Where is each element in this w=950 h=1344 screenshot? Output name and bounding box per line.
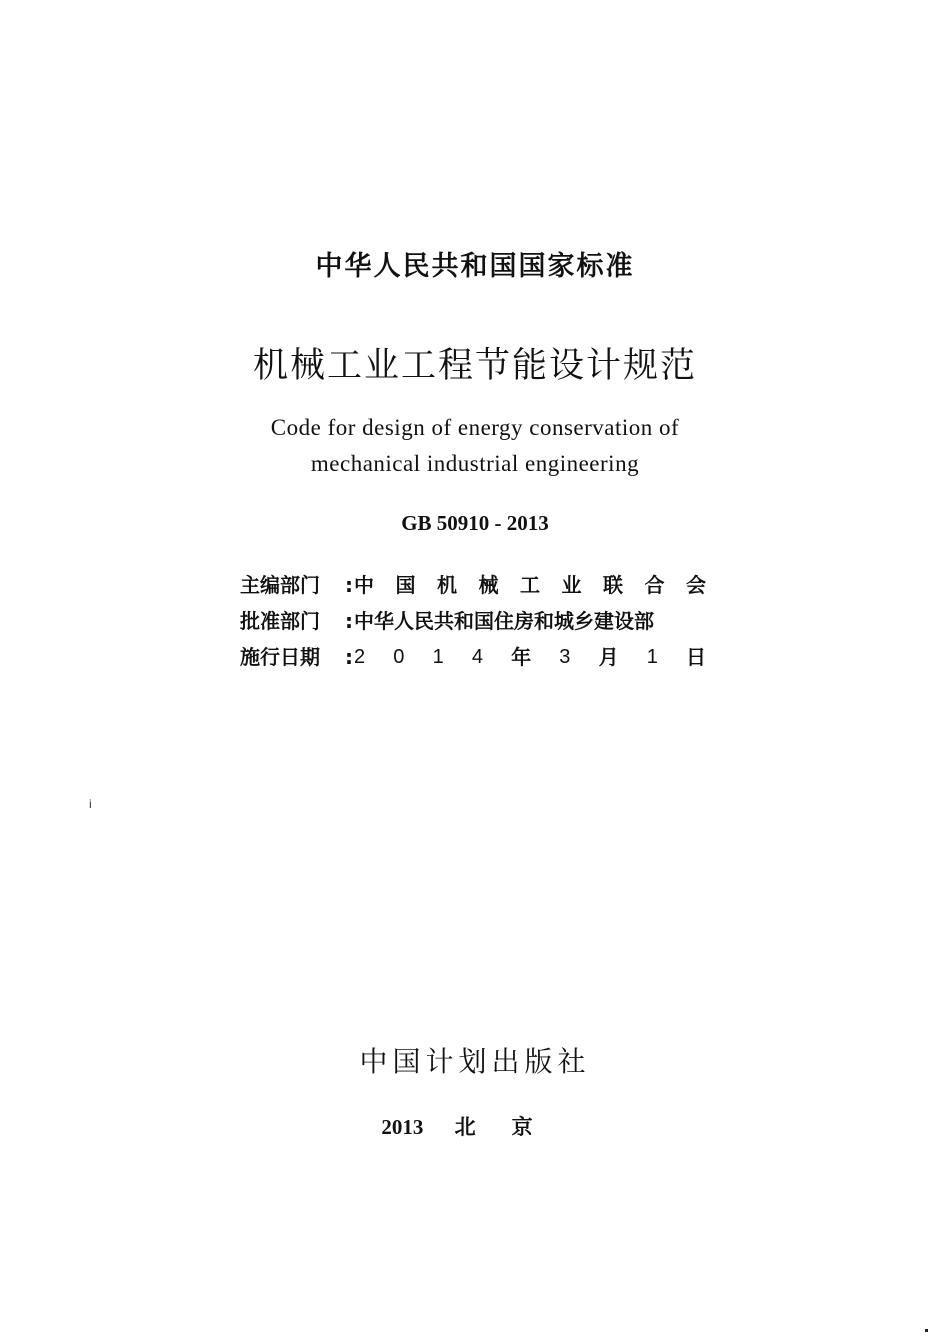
title-english-line-1: Code for design of energy conservation of: [270, 415, 680, 440]
metadata-block: [240, 567, 706, 675]
date-char: 0: [393, 646, 405, 668]
date-char: 1: [432, 646, 444, 668]
standard-code: GB 50910 - 2013: [401, 511, 549, 535]
date-char: 日: [686, 645, 706, 669]
date-char: 年: [511, 645, 532, 669]
publication-info: [0, 1111, 950, 1141]
editor-char: 联: [603, 573, 623, 597]
colon: :: [345, 609, 353, 633]
editor-char: 械: [478, 573, 499, 597]
scan-artifact-dot: [925, 1329, 928, 1332]
editor-char: 业: [561, 573, 582, 597]
approver-value: 中华人民共和国住房和城乡建设部: [354, 609, 654, 633]
effective-date-value: [354, 639, 706, 675]
national-standard-heading: 中华人民共和国国家标准: [315, 251, 635, 282]
date-char: 月: [598, 645, 619, 669]
document-title-chinese: 机械工业工程节能设计规范: [252, 346, 697, 386]
date-char: 4: [471, 646, 483, 668]
editor-value: [354, 567, 706, 603]
editor-char: 中: [354, 573, 374, 597]
date-char: 3: [559, 646, 571, 668]
approver-label: 批准部门: [240, 609, 320, 633]
editor-char: 会: [686, 573, 706, 597]
scan-artifact-mark: i: [89, 797, 92, 811]
colon: :: [345, 645, 353, 669]
publication-year: 2013: [381, 1115, 424, 1139]
editor-label: 主编部门: [240, 573, 320, 597]
title-english-line-2: mechanical industrial engineering: [310, 451, 640, 476]
date-char: 2: [354, 646, 366, 668]
approver-row: [240, 603, 706, 639]
document-title-english: [0, 410, 950, 482]
editor-char: 机: [437, 573, 457, 597]
effective-date-row: [240, 639, 706, 675]
editor-char: 工: [520, 573, 540, 597]
editor-char: 国: [395, 573, 416, 597]
editor-char: 合: [644, 573, 665, 597]
publisher-name: 中国计划出版社: [359, 1045, 591, 1078]
effective-date-label: 施行日期: [240, 645, 320, 669]
date-char: 1: [646, 646, 658, 668]
editor-row: [240, 567, 706, 603]
colon: :: [345, 573, 353, 597]
publication-city: 北京: [454, 1115, 569, 1139]
